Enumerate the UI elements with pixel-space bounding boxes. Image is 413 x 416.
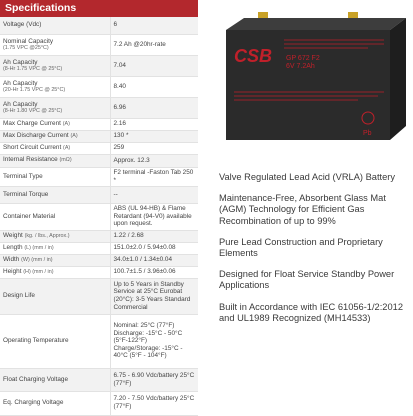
spec-unit: (mΩ)	[59, 157, 72, 164]
spec-label: Eq. Charging Voltage	[0, 391, 110, 415]
spec-label: Container Material	[0, 203, 110, 230]
spec-value: F2 terminal -Faston Tab 250 *	[110, 167, 198, 186]
spec-value: 34.0±1.0 / 1.34±0.04	[110, 254, 198, 266]
feature-item: Valve Regulated Lead Acid (VRLA) Battery	[219, 172, 396, 182]
spec-label-sub: (1.75 VPC @25°C)	[3, 45, 49, 52]
spec-value: 151.0±2.0 / 5.94±0.08	[110, 242, 198, 254]
spec-unit: (L) (mm / in)	[24, 244, 54, 251]
spec-label: Height	[3, 267, 22, 275]
spec-value: 7.20 - 7.50 Vdc/battery 25°C (77°F)	[110, 391, 198, 415]
spec-value: ABS (UL 94-HB) & Flame Retardant (94-V0) available upon request.	[110, 203, 198, 230]
spec-label: Weight	[3, 231, 23, 239]
spec-label: Design Life	[0, 278, 110, 314]
spec-value: 100.7±1.5 / 3.96±0.06	[110, 266, 198, 278]
spec-label-sub: (20-Hr 1.75 VPC @ 25°C)	[3, 87, 66, 94]
feature-item: Pure Lead Construction and Proprietary Elements	[219, 236, 383, 259]
spec-label-sub: (8-Hr 1.80 VPC @ 25°C)	[3, 108, 63, 115]
spec-value: 7.04	[110, 55, 198, 76]
spec-value: 130 *	[110, 130, 198, 142]
spec-label: Ah Capacity	[3, 79, 38, 87]
spec-label: Length	[3, 243, 23, 251]
spec-label: Width	[3, 255, 20, 263]
spec-value: 259	[110, 142, 198, 154]
spec-value: 6.96	[110, 97, 198, 118]
spec-value: 7.2 Ah @20hr-rate	[110, 34, 198, 55]
spec-label: Terminal Type	[0, 167, 110, 186]
feature-item: Built in Accordance with IEC 61056-1/2:2012 and UL1989 Recognized (MH14533)	[219, 301, 403, 323]
spec-label: Nominal Capacity	[3, 37, 54, 45]
spec-label: Float Charging Voltage	[0, 368, 110, 391]
spec-value: Approx. 12.3	[110, 154, 198, 167]
specifications-header: Specifications	[0, 0, 198, 17]
battery-model: GP 672 F2	[286, 55, 320, 62]
spec-unit: (A)	[62, 120, 70, 127]
battery-top	[226, 18, 406, 30]
feature-item: Maintenance-Free, Absorbent Glass Mat (AGM) Technology for Efficient Gas Recombination of up to 99%	[219, 193, 386, 226]
specifications-table	[0, 17, 198, 416]
spec-value: 1.22 / 2.68	[110, 230, 198, 242]
battery-side	[390, 18, 406, 140]
spec-label-sub: (8-Hr 1.75 VPC @ 25°C)	[3, 66, 63, 73]
spec-label: Internal Resistance	[3, 156, 58, 164]
spec-label: Short Circuit Current	[3, 143, 62, 151]
battery-rating: 6V 7.2Ah	[286, 63, 315, 70]
spec-unit: (A)	[70, 132, 78, 139]
spec-value: Nominal: 25°C (77°F) Discharge: -15°C - 50°C (5°F-122°F) Charge/Storage: -15°C - 40°C (5°F - 104°F)	[110, 314, 198, 368]
specifications-panel	[0, 0, 198, 410]
spec-value: 8.40	[110, 76, 198, 97]
spec-label: Max Discharge Current	[3, 131, 69, 139]
spec-unit: (W) (mm / in)	[21, 256, 53, 263]
spec-value: Up to 5 Years in Standby Service at 25°C Eurobat (20°C): 3-5 Years Standard Commercial	[110, 278, 198, 314]
spec-label: Ah Capacity	[3, 100, 38, 108]
spec-label: Voltage (Vdc)	[0, 17, 110, 34]
spec-value: 6.75 - 6.90 Vdc/battery 25°C (77°F)	[110, 368, 198, 391]
spec-unit: (H) (mm / in)	[23, 268, 54, 275]
feature-item: Designed for Float Service Standby Power Applications	[219, 269, 395, 291]
spec-label: Ah Capacity	[3, 58, 38, 66]
battery-brand-logo: CSB	[234, 46, 273, 66]
spec-unit: (A)	[63, 144, 71, 151]
spec-value: --	[110, 186, 198, 203]
spec-label: Max Charge Current	[3, 119, 61, 127]
battery-pb-label: Pb	[363, 130, 372, 137]
spec-label: Operating Temperature	[0, 314, 110, 368]
battery-photo	[208, 4, 411, 144]
spec-unit: (kg. / lbs., Approx.)	[24, 232, 70, 239]
spec-label: Terminal Torque	[0, 186, 110, 203]
features-list	[219, 172, 411, 334]
spec-value: 6	[110, 17, 198, 34]
spec-value: 2.16	[110, 118, 198, 130]
